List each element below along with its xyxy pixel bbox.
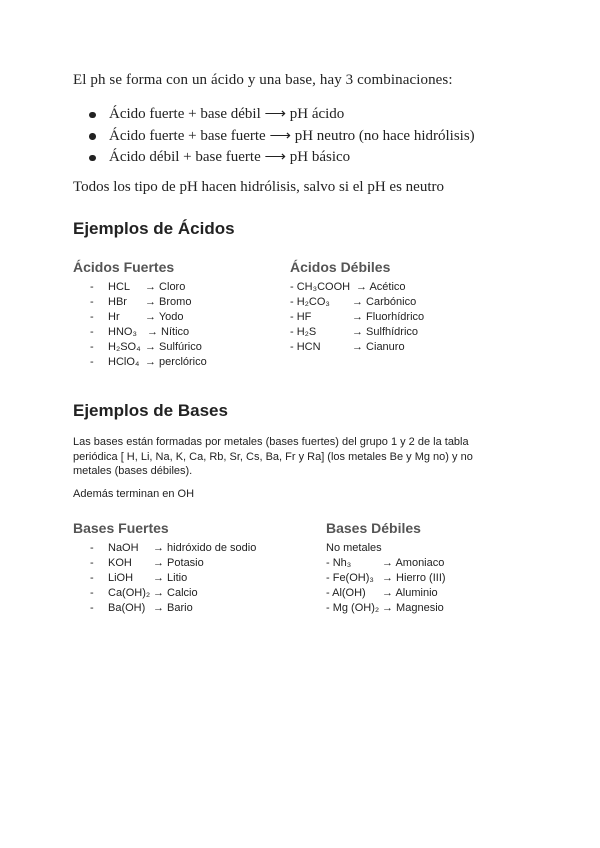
combinations-list <box>88 104 475 169</box>
weak-bases-title: Bases Débiles <box>326 520 421 536</box>
bases-heading: Ejemplos de Bases <box>73 401 228 420</box>
list-item: - Nh₃ → Amoniaco <box>326 557 445 569</box>
list-item: - Ca(OH)₂ → Calcio <box>90 587 198 599</box>
bullet-icon <box>89 155 96 162</box>
weak-acids-title: Ácidos Débiles <box>290 259 391 275</box>
list-item: - Fe(OH)₃ → Hierro (III) <box>326 572 446 584</box>
list-item: - HCN → Cianuro <box>290 341 405 353</box>
list-item: - KOH → Potasio <box>90 557 204 569</box>
list-item: Ácido fuerte + base débil ⟶ pH ácido <box>88 104 475 126</box>
bullet-icon <box>89 133 96 140</box>
weak-acids-list <box>290 280 490 355</box>
hydrolysis-note: Todos los tipo de pH hacen hidrólisis, salvo si el pH es neutro <box>73 179 444 195</box>
list-item: - Hr → Yodo <box>90 311 184 323</box>
weak-bases-subtitle: No metales <box>326 542 382 554</box>
list-item: - H₂SO₄ → Sulfúrico <box>90 341 202 353</box>
list-item: Ácido fuerte + base fuerte ⟶ pH neutro (no hace hidrólisis) <box>88 126 475 148</box>
list-item: - H₂S → Sulfhídrico <box>290 326 419 338</box>
list-item: - Ba(OH) → Bario <box>90 602 193 614</box>
list-item: - HClO₄ → perclórico <box>90 356 207 368</box>
list-item: - LiOH → Litio <box>90 572 188 584</box>
list-item: - Al(OH) → Aluminio <box>326 587 438 599</box>
bases-description: Las bases están formadas por metales (bases fuertes) del grupo 1 y 2 de la tabla periódica [ H, Li, Na, K, Ca, Rb, Sr, Cs, Ba, Fr y Ra] (los metales Be y Mg no) y no metales (bases débiles). <box>73 436 473 477</box>
oh-note: Además terminan en OH <box>73 488 195 500</box>
strong-bases-list <box>90 541 310 616</box>
list-item: - NaOH → hidróxido de sodio <box>90 542 257 554</box>
bullet-icon <box>89 112 96 119</box>
list-item: - HBr → Bromo <box>90 296 192 308</box>
acids-heading: Ejemplos de Ácidos <box>73 219 235 238</box>
list-item: Ácido débil + base fuerte ⟶ pH básico <box>88 147 475 169</box>
list-item: - Mg (OH)₂ → Magnesio <box>326 602 444 614</box>
strong-acids-title: Ácidos Fuertes <box>73 259 175 275</box>
list-item: - HF → Fluorhídrico <box>290 311 425 323</box>
list-item: - HNO₃ → Nítico <box>90 326 190 338</box>
strong-bases-title: Bases Fuertes <box>73 520 169 536</box>
weak-bases-list <box>326 541 526 616</box>
list-item: - H₂CO₃ → Carbónico <box>290 296 417 308</box>
strong-acids-list <box>90 280 280 370</box>
list-item: - HCL → Cloro <box>90 281 186 293</box>
list-item: - CH₃COOH → Acético <box>290 281 406 293</box>
intro-line: El ph se forma con un ácido y una base, hay 3 combinaciones: <box>73 72 453 88</box>
